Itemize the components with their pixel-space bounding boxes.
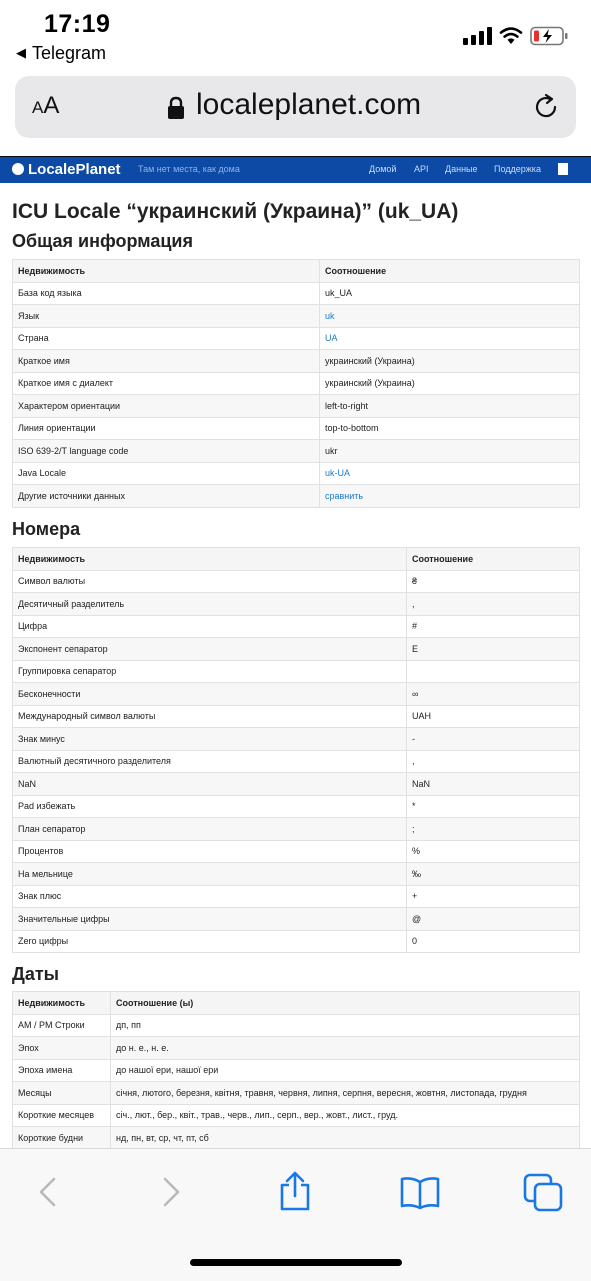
table-row	[13, 705, 580, 728]
table-row	[13, 908, 580, 931]
general-heading: Общая информация	[12, 231, 193, 251]
row-value: @	[407, 908, 580, 931]
general-table	[12, 259, 580, 508]
row-value	[320, 305, 580, 328]
row-property: Валютный десятичного разделителя	[13, 750, 407, 773]
row-property: Бесконечности	[13, 683, 407, 706]
row-value: UAH	[407, 705, 580, 728]
forward-arrow-icon[interactable]	[160, 1177, 182, 1207]
table-row	[13, 1104, 580, 1127]
wifi-icon	[499, 25, 523, 45]
row-property: Язык	[13, 305, 320, 328]
row-property: Короткие месяцев	[13, 1104, 111, 1127]
back-to-app-button[interactable]	[16, 43, 106, 64]
row-property: Эпох	[13, 1037, 111, 1060]
row-value: ,	[407, 593, 580, 616]
row-property: Экспонент сепаратор	[13, 638, 407, 661]
row-property: Java Locale	[13, 462, 320, 485]
row-value: ukr	[320, 440, 580, 463]
table-row	[13, 327, 580, 350]
row-property: Знак плюс	[13, 885, 407, 908]
row-value: left-to-right	[320, 395, 580, 418]
row-property: Zero цифры	[13, 930, 407, 953]
row-property: На мельнице	[13, 863, 407, 886]
table-row	[13, 863, 580, 886]
row-value: E	[407, 638, 580, 661]
table-row	[13, 773, 580, 796]
tabs-icon[interactable]	[523, 1173, 565, 1213]
table-row	[13, 615, 580, 638]
battery-charging-icon	[530, 26, 568, 46]
nav-home[interactable]: Домой	[369, 164, 397, 174]
col-value: Соотношение	[320, 260, 580, 283]
row-value-link[interactable]: UA	[325, 333, 338, 344]
lock-icon	[167, 96, 185, 120]
text-size-button[interactable]: AA	[32, 92, 60, 119]
translate-icon[interactable]	[558, 163, 568, 175]
globe-icon	[12, 163, 24, 175]
row-property: Эпоха имена	[13, 1059, 111, 1082]
site-tagline: Там нет места, как дома	[138, 164, 240, 174]
row-value: -	[407, 728, 580, 751]
table-row	[13, 485, 580, 508]
row-property: Линия ориентации	[13, 417, 320, 440]
table-row	[13, 638, 580, 661]
table-row	[13, 305, 580, 328]
numbers-heading: Номера	[12, 519, 81, 539]
row-value-link[interactable]: uk	[325, 310, 335, 321]
page-title: ICU Locale “украинский (Украина)” (uk_UA)	[12, 200, 459, 223]
table-row	[13, 818, 580, 841]
status-bar	[0, 0, 591, 72]
table-row	[13, 660, 580, 683]
address-bar[interactable]	[15, 76, 576, 138]
row-value: січ., лют., бер., квіт., трав., черв., лип., серп., вер., жовт., лист., груд.	[111, 1104, 580, 1127]
row-property: AM / PM Строки	[13, 1014, 111, 1037]
table-row	[13, 593, 580, 616]
url-text[interactable]: localeplanet.com	[196, 88, 422, 121]
site-logo[interactable]	[12, 161, 121, 178]
table-row	[13, 440, 580, 463]
status-time: 17:19	[44, 10, 111, 38]
table-row	[13, 462, 580, 485]
nav-support[interactable]: Поддержка	[494, 164, 541, 174]
row-property: Цифра	[13, 615, 407, 638]
nav-api[interactable]: API	[414, 164, 429, 174]
cellular-signal-icon	[463, 27, 493, 45]
row-property: Другие источники данных	[13, 485, 320, 508]
row-value: #	[407, 615, 580, 638]
row-property: Характером ориентации	[13, 395, 320, 418]
row-property: План сепаратор	[13, 818, 407, 841]
row-value: січня, лютого, березня, квітня, травня, червня, липня, серпня, вересня, жовтня, листопада, грудня	[111, 1082, 580, 1105]
row-property: База код языка	[13, 282, 320, 305]
row-property: Значительные цифры	[13, 908, 407, 931]
row-value: %	[407, 840, 580, 863]
row-value	[320, 485, 580, 508]
row-value: до н. е., н. е.	[111, 1037, 580, 1060]
back-app-label: Telegram	[32, 43, 107, 63]
col-value: Соотношение	[407, 548, 580, 571]
table-row	[13, 350, 580, 373]
row-value-link[interactable]: сравнить	[325, 490, 364, 501]
row-property: Краткое имя с диалект	[13, 372, 320, 395]
table-row	[13, 683, 580, 706]
table-row	[13, 1059, 580, 1082]
numbers-table	[12, 547, 580, 953]
row-value: до нашої ери, нашої ери	[111, 1059, 580, 1082]
row-value: ;	[407, 818, 580, 841]
row-property: Десятичный разделитель	[13, 593, 407, 616]
row-property: Страна	[13, 327, 320, 350]
row-property: Символ валюты	[13, 570, 407, 593]
row-property: Международный символ валюты	[13, 705, 407, 728]
row-value: top-to-bottom	[320, 417, 580, 440]
logo-text: LocalePlanet	[28, 161, 121, 178]
row-value: ‰	[407, 863, 580, 886]
row-value	[320, 327, 580, 350]
table-row	[13, 1037, 580, 1060]
row-value: украинский (Украина)	[320, 350, 580, 373]
row-value: ₴	[407, 570, 580, 593]
table-row	[13, 1127, 580, 1150]
row-value: 0	[407, 930, 580, 953]
row-value: дп, пп	[111, 1014, 580, 1037]
row-property: ISO 639-2/T language code	[13, 440, 320, 463]
row-value	[320, 462, 580, 485]
table-row	[13, 795, 580, 818]
col-value: Соотношение (ы)	[111, 992, 580, 1015]
row-property: Краткое имя	[13, 350, 320, 373]
back-triangle-icon: ◀	[16, 45, 26, 60]
row-property: Знак минус	[13, 728, 407, 751]
row-value: uk_UA	[320, 282, 580, 305]
table-row	[13, 930, 580, 953]
col-property: Недвижимость	[13, 260, 320, 283]
col-property: Недвижимость	[13, 992, 111, 1015]
table-row	[13, 1014, 580, 1037]
row-value: украинский (Украина)	[320, 372, 580, 395]
nav-data[interactable]: Данные	[445, 164, 478, 174]
bookmarks-icon[interactable]	[400, 1176, 440, 1210]
table-row	[13, 840, 580, 863]
table-row	[13, 395, 580, 418]
table-row	[13, 728, 580, 751]
dates-heading: Даты	[12, 964, 60, 984]
reload-icon[interactable]	[532, 93, 560, 121]
row-value: ∞	[407, 683, 580, 706]
row-value: нд, пн, вт, ср, чт, пт, сб	[111, 1127, 580, 1150]
table-row	[13, 417, 580, 440]
table-row	[13, 570, 580, 593]
dates-table	[12, 991, 580, 1150]
table-row	[13, 750, 580, 773]
table-row	[13, 1082, 580, 1105]
table-row	[13, 885, 580, 908]
row-property: Процентов	[13, 840, 407, 863]
site-header	[0, 156, 591, 183]
row-property: Группировка сепаратор	[13, 660, 407, 683]
row-property: Pad избежать	[13, 795, 407, 818]
row-value: +	[407, 885, 580, 908]
row-value	[407, 660, 580, 683]
back-arrow-icon[interactable]	[37, 1177, 59, 1207]
table-row	[13, 282, 580, 305]
share-icon[interactable]	[278, 1171, 312, 1211]
row-property: NaN	[13, 773, 407, 796]
row-value: ,	[407, 750, 580, 773]
home-indicator	[190, 1259, 402, 1266]
row-value-link[interactable]: uk-UA	[325, 468, 351, 479]
table-row	[13, 372, 580, 395]
row-value: *	[407, 795, 580, 818]
col-property: Недвижимость	[13, 548, 407, 571]
row-property: Месяцы	[13, 1082, 111, 1105]
row-property: Короткие будни	[13, 1127, 111, 1150]
row-value: NaN	[407, 773, 580, 796]
